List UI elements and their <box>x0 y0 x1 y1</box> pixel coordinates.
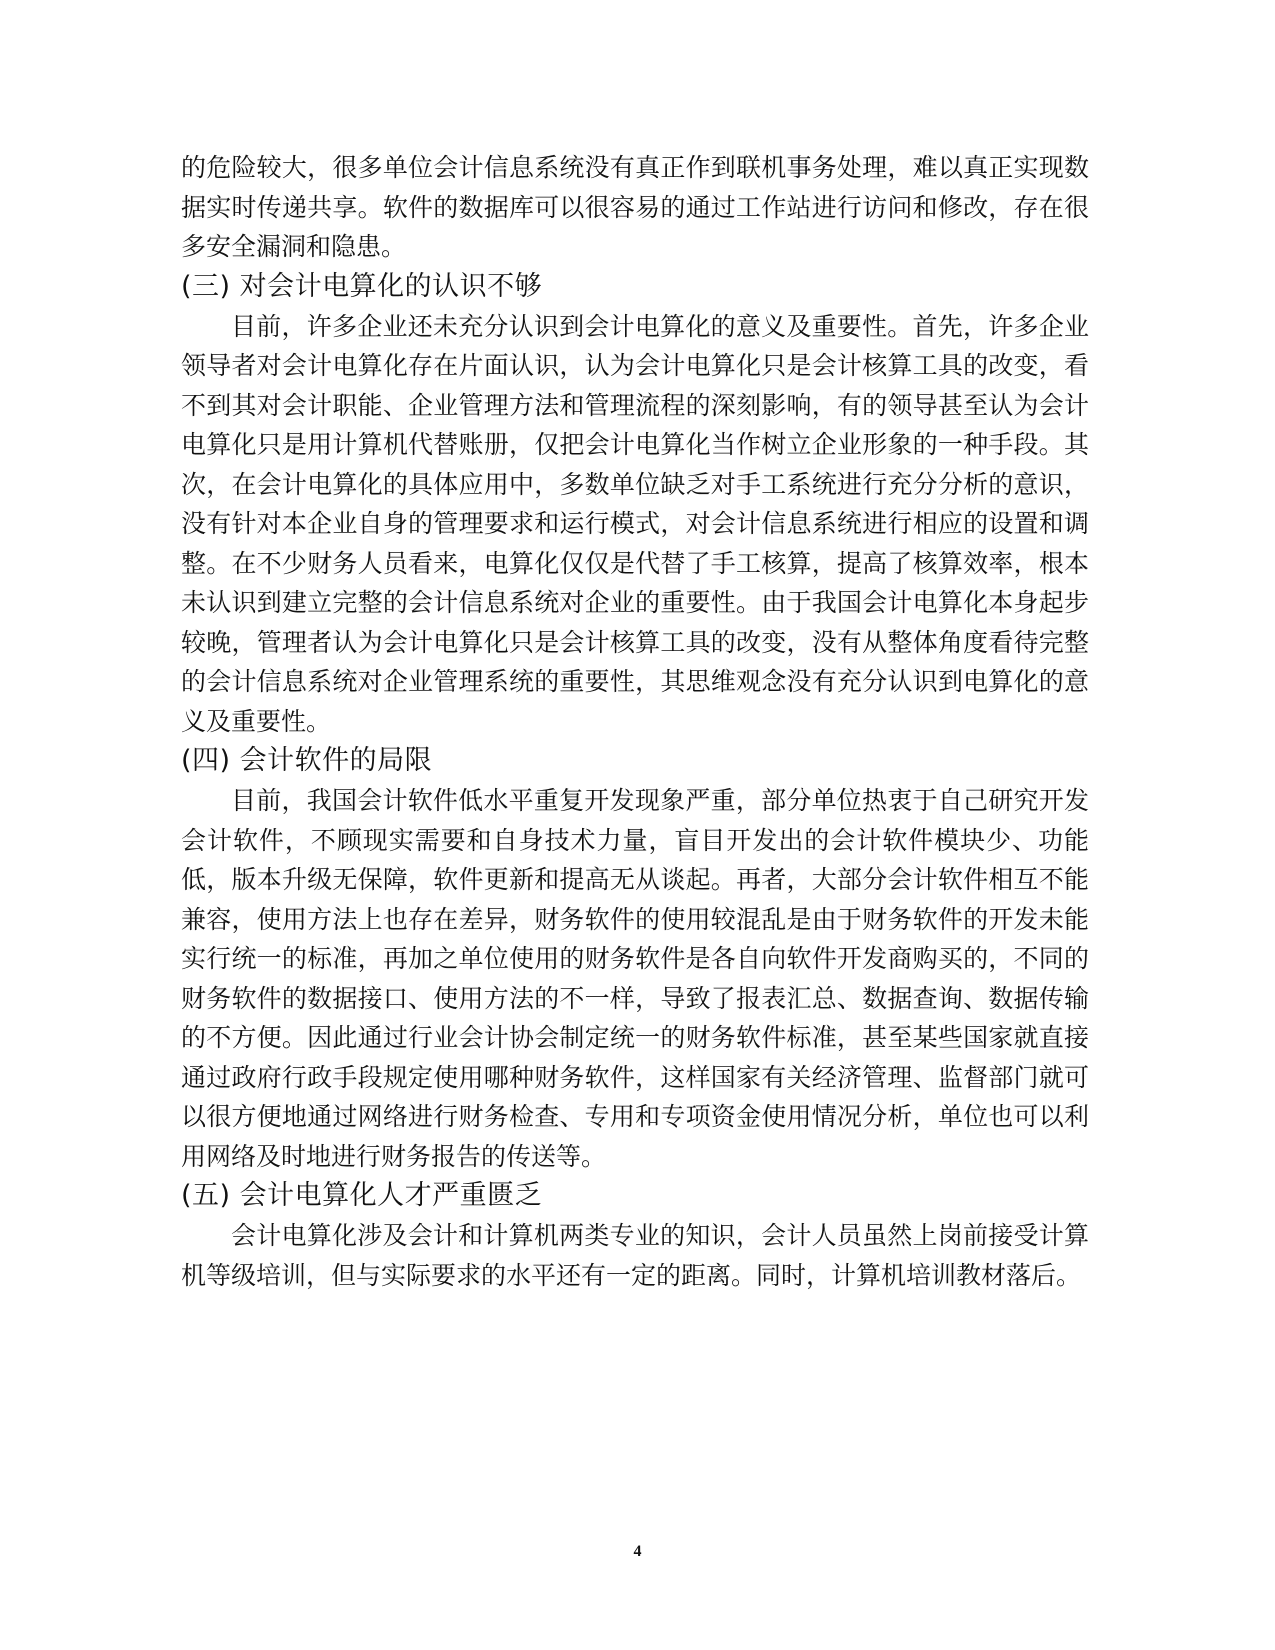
paragraph-1: 的危险较大，很多单位会计信息系统没有真正作到联机事务处理，难以真正实现数据实时传递共享。软件的数据库可以很容易的通过工作站进行访问和修改，存在很多安全漏洞和隐患。 <box>181 153 1089 261</box>
section-heading-5: (五) 会计电算化人才严重匮乏 <box>181 1180 543 1211</box>
paragraph-3: 目前，我国会计软件低水平重复开发现象严重，部分单位热衷于自己研究开发会计软件，不顾现实需要和自身技术力量，盲目开发出的会计软件模块少、功能低，版本升级无保障，软件更新和提高无从谈起。再者，大部分会计软件相互不能兼容，使用方法上也存在差异，财务软件的使用较混乱是由于财务软件的开发未能实行统一的标准，再加之单位使用的财务软件是各自向软件开发商购买的，不同的财务软件的数据接口、使用方法的不一样，导致了报表汇总、数据查询、数据传输的不方便。因此通过行业会计协会制定统一的财务软件标准，甚至某些国家就直接通过政府行政手段规定使用哪种财务软件，这样国家有关经济管理、监督部门就可以很方便地通过网络进行财务检查、专用和专项资金使用情况分析，单位也可以利用网络及时地进行财务报告的传送等。 <box>181 786 1089 1171</box>
document-body <box>181 148 1089 1295</box>
section-heading-4: (四) 会计软件的局限 <box>181 745 433 776</box>
section-heading-3: (三) 对会计电算化的认识不够 <box>181 270 543 302</box>
paragraph-4: 会计电算化涉及会计和计算机两类专业的知识，会计人员虽然上岗前接受计算机等级培训，但与实际要求的水平还有一定的距离。同时，计算机培训教材落后。 <box>181 1221 1089 1290</box>
page-number: 4 <box>633 1543 642 1560</box>
paragraph-2: 目前，许多企业还未充分认识到会计电算化的意义及重要性。首先，许多企业领导者对会计电算化存在片面认识，认为会计电算化只是会计核算工具的改变，看不到其对会计职能、企业管理方法和管理流程的深刻影响，有的领导甚至认为会计电算化只是用计算机代替账册，仅把会计电算化当作树立企业形象的一种手段。其次，在会计电算化的具体应用中，多数单位缺乏对手工系统进行充分分析的意识，没有针对本企业自身的管理要求和运行模式，对会计信息系统进行相应的设置和调整。在不少财务人员看来，电算化仅仅是代替了手工核算，提高了核算效率，根本未认识到建立完整的会计信息系统对企业的重要性。由于我国会计电算化本身起步较晚，管理者认为会计电算化只是会计核算工具的改变，没有从整体角度看待完整的会计信息系统对企业管理系统的重要性，其思维观念没有充分认识到电算化的意义及重要性。 <box>181 311 1089 736</box>
